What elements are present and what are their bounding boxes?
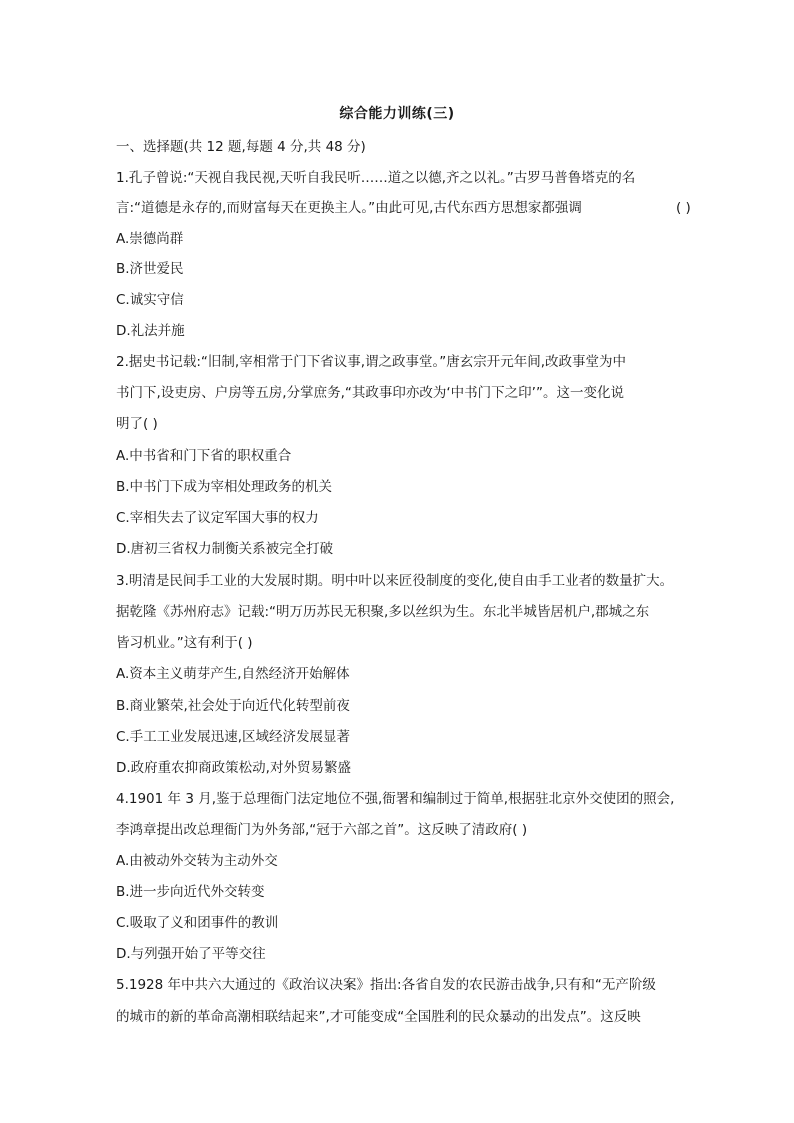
- question-4-text: 4.1901 年 3 月,鉴于总理衙门法定地位不强,衙署和编制过于简单,根据驻北京外交使团的照会,: [116, 791, 675, 807]
- question-3-text: 3.明清是民间手工业的大发展时期。明中叶以来匠役制度的变化,使自由手工业者的数量扩大。: [116, 573, 674, 589]
- question-2-text: 明了( ): [116, 416, 158, 432]
- option: D.礼法并施: [116, 323, 185, 339]
- option: B.济世爱民: [116, 261, 184, 277]
- option: C.手工工业发展迅速,区域经济发展显著: [116, 729, 351, 745]
- question-4-text: 李鸿章提出改总理衙门为外务部,“冠于六部之首”。这反映了清政府( ): [116, 822, 528, 838]
- option: C.诚实守信: [116, 292, 184, 308]
- option: B.进一步向近代外交转变: [116, 884, 265, 900]
- option: D.唐初三省权力制衡关系被完全打破: [116, 541, 334, 557]
- option: B.商业繁荣,社会处于向近代化转型前夜: [116, 698, 350, 714]
- question-1-text: 1.孔子曾说:“天视自我民视,天听自我民听……道之以德,齐之以礼。”古罗马普鲁塔克的名: [116, 170, 636, 186]
- question-5-text: 的城市的新的革命高潮相联结起来”,才可能变成“全国胜利的民众暴动的出发点”。这反映: [116, 1009, 641, 1025]
- option: A.由被动外交转为主动外交: [116, 853, 278, 869]
- option: C.吸取了义和团事件的教训: [116, 915, 279, 931]
- question-5-text: 5.1928 年中共六大通过的《政治议决案》指出:各省自发的农民游击战争,只有和“无产阶级: [116, 977, 656, 993]
- question-2-text: 2.据史书记载:“旧制,宰相常于门下省议事,谓之政事堂。”唐玄宗开元年间,改政事堂为中: [116, 354, 627, 370]
- option: B.中书门下成为宰相处理政务的机关: [116, 479, 333, 495]
- question-2-text: 书门下,设吏房、户房等五房,分掌庶务,“其政事印亦改为‘中书门下之印’”。这一变化说: [116, 385, 624, 401]
- option: D.与列强开始了平等交往: [116, 946, 266, 962]
- option: C.宰相失去了议定军国大事的权力: [116, 510, 319, 526]
- option: D.政府重农抑商政策松动,对外贸易繁盛: [116, 760, 351, 776]
- question-1-text: 言:“道德是永存的,而财富每天在更换主人。”由此可见,古代东西方思想家都强调: [116, 200, 582, 216]
- answer-blank: ( ): [676, 200, 691, 216]
- question-3-text: 据乾隆《苏州府志》记载:“明万历苏民无积聚,多以丝织为生。东北半城皆居机户,郡城之东: [116, 604, 650, 620]
- page-title: 综合能力训练(三): [339, 106, 455, 122]
- section-heading: 一、选择题(共 12 题,每题 4 分,共 48 分): [116, 139, 366, 155]
- option: A.中书省和门下省的职权重合: [116, 448, 292, 464]
- question-3-text: 皆习机业。”这有利于( ): [116, 635, 253, 651]
- option: A.崇德尚群: [116, 231, 184, 247]
- option: A.资本主义萌芽产生,自然经济开始解体: [116, 666, 350, 682]
